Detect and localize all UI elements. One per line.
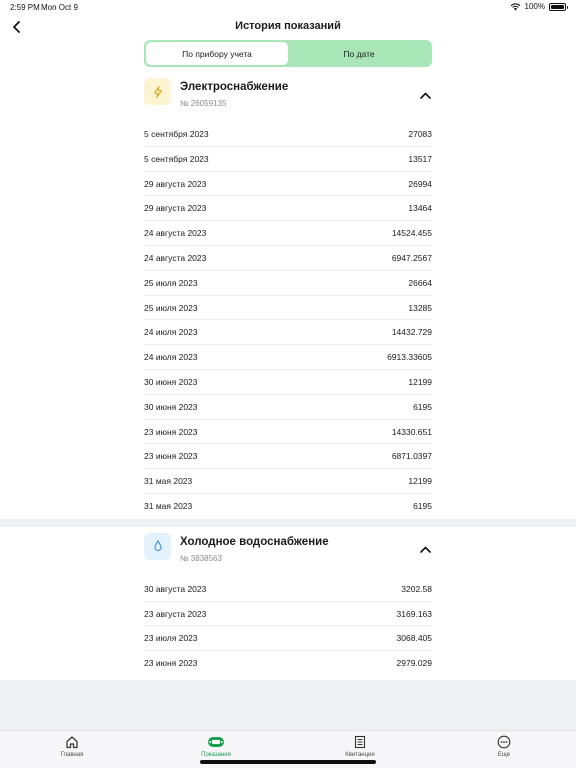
receipt-icon xyxy=(353,735,367,749)
meter-header[interactable] xyxy=(0,527,576,577)
reading-row xyxy=(144,602,432,627)
home-indicator[interactable] xyxy=(200,760,376,764)
reading-date: 23 июля 2023 xyxy=(144,633,198,644)
reading-date: 24 августа 2023 xyxy=(144,252,207,263)
reading-date: 23 августа 2023 xyxy=(144,608,207,619)
reading-row xyxy=(144,370,432,395)
nav-header xyxy=(0,14,576,38)
tab-label: Показания xyxy=(201,752,231,758)
reading-value: 14432.729 xyxy=(391,327,432,338)
meter-title: Холодное водоснабжение xyxy=(180,535,329,548)
water-drop-icon xyxy=(153,540,163,552)
reading-value: 13285 xyxy=(408,302,432,313)
section-divider xyxy=(0,519,576,527)
status-right xyxy=(510,2,566,11)
reading-value: 12199 xyxy=(408,476,432,487)
reading-date: 30 августа 2023 xyxy=(144,583,207,594)
reading-row xyxy=(144,271,432,296)
meter-header[interactable] xyxy=(0,72,576,122)
reading-value: 6195 xyxy=(413,401,432,412)
reading-row xyxy=(144,345,432,370)
segment-by-meter[interactable]: По прибору учета xyxy=(146,42,288,65)
meter-icon-badge xyxy=(144,533,171,560)
meter-icon-badge xyxy=(144,78,171,105)
reading-value: 13517 xyxy=(408,153,432,164)
tab-more[interactable] xyxy=(432,731,576,768)
readings-list xyxy=(0,577,576,676)
reading-date: 30 июня 2023 xyxy=(144,376,198,387)
more-icon xyxy=(497,735,511,749)
status-date: Mon Oct 9 xyxy=(41,3,78,12)
lightning-icon xyxy=(153,86,163,98)
content-footer-background xyxy=(0,680,576,730)
reading-row xyxy=(144,577,432,602)
status-bar xyxy=(0,0,576,14)
battery-icon xyxy=(549,3,566,11)
reading-date: 5 сентября 2023 xyxy=(144,153,209,164)
reading-value: 14330.651 xyxy=(391,426,432,437)
reading-value: 6871.0397 xyxy=(391,451,432,462)
segment-by-date[interactable]: По дате xyxy=(343,48,375,59)
reading-date: 24 июля 2023 xyxy=(144,327,198,338)
battery-percent: 100% xyxy=(524,2,545,11)
reading-value: 3068.405 xyxy=(396,633,432,644)
reading-value: 13464 xyxy=(408,203,432,214)
reading-date: 29 августа 2023 xyxy=(144,178,207,189)
meter-section-electricity xyxy=(0,72,576,519)
reading-date: 29 августа 2023 xyxy=(144,203,207,214)
reading-row xyxy=(144,172,432,197)
reading-row xyxy=(144,469,432,494)
reading-date: 25 июля 2023 xyxy=(144,302,198,313)
reading-row xyxy=(144,296,432,321)
reading-row xyxy=(144,420,432,445)
meter-number: № 26059135 xyxy=(180,99,227,108)
reading-value: 26994 xyxy=(408,178,432,189)
reading-value: 14524.455 xyxy=(391,228,432,239)
page-title: История показаний xyxy=(235,20,341,32)
collapse-button[interactable] xyxy=(416,541,434,559)
reading-date: 31 мая 2023 xyxy=(144,476,193,487)
reading-row xyxy=(144,196,432,221)
reading-value: 6195 xyxy=(413,500,432,511)
tab-home[interactable] xyxy=(0,731,144,768)
readings-content xyxy=(0,72,576,676)
reading-row xyxy=(144,626,432,651)
meter-title: Электроснабжение xyxy=(180,81,289,93)
tab-label: Квитанции xyxy=(345,752,375,758)
reading-date: 5 сентября 2023 xyxy=(144,129,209,139)
chevron-up-icon xyxy=(420,92,431,99)
reading-value: 6913.33605 xyxy=(387,352,432,363)
reading-row xyxy=(144,221,432,246)
reading-row xyxy=(144,246,432,271)
meter-section-cold-water xyxy=(0,527,576,676)
reading-value: 27083 xyxy=(408,129,432,139)
reading-value: 12199 xyxy=(408,376,432,387)
view-mode-segmented-control xyxy=(144,40,432,67)
reading-date: 30 июня 2023 xyxy=(144,401,198,412)
tab-label: Еще xyxy=(497,752,511,758)
reading-date: 23 июня 2023 xyxy=(144,451,198,462)
collapse-button[interactable] xyxy=(416,86,434,104)
reading-value: 3202.58 xyxy=(401,583,432,594)
reading-date: 31 мая 2023 xyxy=(144,500,193,511)
reading-row xyxy=(144,494,432,519)
meter-icon xyxy=(207,735,225,749)
reading-date: 24 июля 2023 xyxy=(144,352,198,363)
wifi-icon xyxy=(510,3,521,11)
reading-value: 2979.029 xyxy=(396,658,432,669)
reading-row xyxy=(144,320,432,345)
reading-date: 23 июня 2023 xyxy=(144,658,198,669)
reading-date: 23 июня 2023 xyxy=(144,426,198,437)
reading-value: 3169.163 xyxy=(396,608,432,619)
meter-number: № 3838563 xyxy=(180,553,222,563)
reading-row xyxy=(144,122,432,147)
tab-label: Главная xyxy=(60,752,84,758)
reading-value: 26664 xyxy=(408,277,432,288)
reading-row xyxy=(144,395,432,420)
reading-row xyxy=(144,444,432,469)
reading-value: 6947.2567 xyxy=(391,252,432,263)
home-icon xyxy=(65,735,79,749)
status-time: 2:59 PM xyxy=(10,3,40,12)
reading-row xyxy=(144,147,432,172)
readings-list xyxy=(0,122,576,519)
reading-row xyxy=(144,651,432,676)
reading-date: 25 июля 2023 xyxy=(144,277,198,288)
chevron-up-icon xyxy=(420,546,431,553)
reading-date: 24 августа 2023 xyxy=(144,228,207,239)
